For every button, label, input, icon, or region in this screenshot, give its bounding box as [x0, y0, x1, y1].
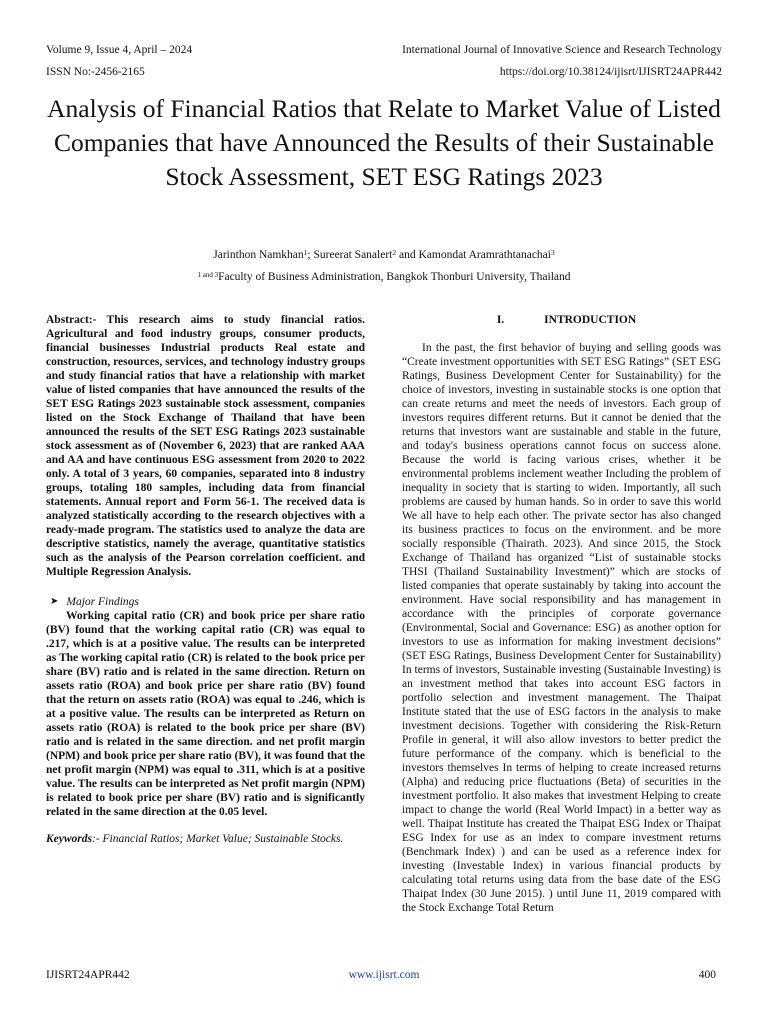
section-heading	[402, 313, 721, 327]
affiliation	[46, 270, 722, 284]
keywords-text: :- Financial Ratios; Market Value; Sustainable Stocks.	[92, 833, 344, 845]
affiliation-text: Faculty of Business Administration, Bangkok Thonburi University, Thailand	[218, 271, 571, 283]
left-column	[46, 313, 365, 846]
arrow-bullet-icon: ➤	[50, 596, 59, 607]
author-name: Sureerat Sanalert	[313, 249, 393, 261]
section-number: I.	[496, 314, 505, 326]
author-sup: 3	[550, 248, 555, 257]
right-column	[402, 313, 721, 915]
section-title: INTRODUCTION	[544, 314, 637, 326]
author-sup: 1	[303, 248, 308, 257]
issn: ISSN No:-2456-2165	[46, 66, 145, 78]
author-separator: and	[396, 249, 419, 261]
volume-info: Volume 9, Issue 4, April – 2024	[46, 44, 193, 56]
footer-website-link[interactable]: www.ijisrt.com	[348, 969, 420, 981]
findings-heading-text: Major Findings	[66, 596, 139, 608]
findings-heading	[46, 595, 365, 609]
keywords-label: Keywords	[46, 833, 92, 845]
page-number: 400	[698, 969, 716, 981]
author-list	[46, 248, 722, 262]
abstract: Abstract:- This research aims to study financial ratios. Agricultural and food industry groups, consumer products, financial businesses Industrial products Real estate and construction, resources, services, and technology industry groups and study financial ratios that have a relationship with market value of listed companies that have announced the results of the SET ESG Ratings 2023 sustainable stock assessment, companies listed on the Stock Exchange of Thailand that have been announced the results of the SET ESG Ratings 2023 sustainable stock assessment as of (November 6, 2023) that are ranked AAA and AA and have continuous ESG assessment from 2020 to 2022 only. A total of 3 years, 60 companies, separated into 8 industry groups, totaling 180 samples, including data from financial statements. Annual report and Form 56-1. The received data is analyzed statistically according to the research objectives with a ready-made program. The statistics used to analyze the data are descriptive statistics, namely the average, quantitative statistics such as the analysis of the Pearson correlation coefficient. and Multiple Regression Analysis.	[46, 314, 365, 578]
affiliation-sup: 1 and 3	[197, 271, 219, 279]
author-name: Kamondat Aramrathtanachai	[418, 249, 551, 261]
findings-text: Working capital ratio (CR) and book price per share ratio (BV) found that the working capital ratio (CR) was equal to .217, which is at a positive value. The results can be interpreted as The working capital ratio (CR) is related to the book price per share (BV) ratio and is related in the same direction. Return on assets ratio (ROA) and book price per share ratio (BV) found that the return on assets ratio (ROA) was equal to .246, which is at a positive value. The results can be interpreted as Return on assets ratio (ROA) is related to the book price per share (BV) ratio and is related in the same direction. and net profit margin (NPM) and book price per share ratio (BV), it was found that the net profit margin (NPM) was equal to .311, which is at a positive value. The results can be interpreted as Net profit margin (NPM) is related to book price per share (BV) ratio and is significantly related in the same direction at the 0.05 level.	[46, 610, 365, 818]
journal-name: International Journal of Innovative Science and Research Technology	[402, 44, 722, 56]
intro-text: In the past, the first behavior of buying and selling goods was “Create investment opportunities with SET ESG Ratings” (SET ESG Ratings, Business Development Center for Sustainability) for the choice of investors, investing in sustainable stocks is one option that can create returns and meet the needs of investors. Each group of investors requires different returns. But it cannot be denied that the returns that investors want are sustainable and stable in the future, and today's business operations cannot focus on success alone. Because the world is facing various crises, whether it be environmental problems inclement weather Including the problem of inequality in society that is starting to widen. Importantly, all such problems are caused by human hands. So in order to save this world We all have to help each other. The private sector has also changed its business practices to focus on the environment. and be more socially responsible (Thairath. 2023). And since 2015, the Stock Exchange of Thailand has organized “List of sustainable stocks THSI (Thailand Sustainability Investment)” which are stocks of listed companies that operate sustainably by taking into account the environment. Have social responsibility and has management in accordance with the principles of corporate governance (Environmental, Social and Governance: ESG) as another option for investors to use as information for making investment decisions” (SET ESG Ratings, Business Development Center for Sustainability) In terms of investors, Sustainable investing (Sustainable Investing) is an investment method that takes into account ESG factors in portfolio selection and investment management. The Thaipat Institute stated that the use of ESG factors in the analysis to make investment decisions. Together with considering the Risk-Return Profile in general, it will also allow investors to better predict the future performance of the company. which is beneficial to the investors themselves In terms of helping to create increased returns (Alpha) and reducing price fluctuations (Beta) of securities in the investment portfolio. It also makes that investment Helping to create impact to change the world (Real World Impact) in a better way as well. Thaipat Institute has created the Thaipat ESG Index or Thaipat ESG Index for use as an index to compare investment returns (Benchmark Index) ) and can be used as a reference index for investing (Investable Index) in various financial products by calculating total returns using data from the base date of the ESG Thaipat Index (30 June 2015). ) until June 11, 2019 compared with the Stock Exchange Total Return	[402, 342, 721, 914]
keywords	[46, 832, 365, 846]
author-name: Jarinthon Namkhan	[213, 249, 304, 261]
paper-title: Analysis of Financial Ratios that Relate to Market Value of Listed Companies that have Announced the Results of their Sustainable Stock Assessment, SET ESG Ratings 2023	[47, 94, 721, 191]
author-separator: ;	[307, 249, 314, 261]
doi-link[interactable]: https://doi.org/10.38124/ijisrt/IJISRT24APR442	[499, 66, 722, 78]
footer-paper-id: IJISRT24APR442	[46, 969, 130, 981]
author-sup: 2	[392, 248, 397, 257]
